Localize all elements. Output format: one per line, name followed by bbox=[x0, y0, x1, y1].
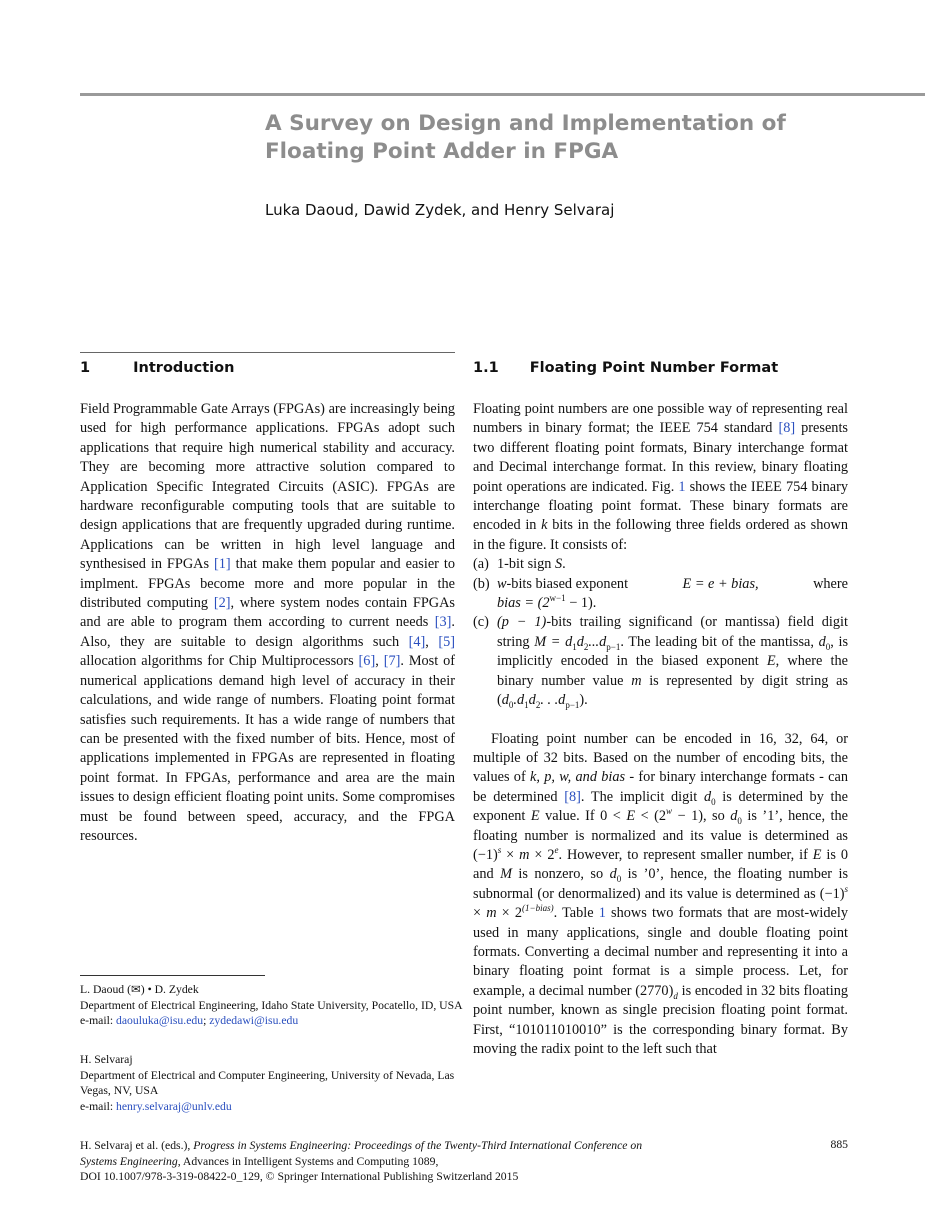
email-link[interactable]: zydedawi@isu.edu bbox=[209, 1014, 299, 1028]
format-paragraph-2: Floating point number can be encoded in 16, 32, 64, or multiple of 32 bits. Based on the number of encoding bits, the values of k, p, w, and bias - for binary interchange formats - can be determined [8]. The implicit digit $d_0$ is determined by the exponent E value. If $0 < E < (2^w - 1)$, so $d_0$ is ’1’, hence, the floating number is normalized and its value is determined as $(-1)^s \times m \times 2^e$. However, to represent smaller number, if E is 0 and M is nonzero, so $d_0$ is ’0’, hence, the floating number is subnormal (or denormalized) and its value is determined as $(-1)^s \times m \times 2^{(1-bias)}$. Table 1 shows two formats that are most-widely used in many applications, single and double floating point formats. Converting a decimal number and representing it into a binary floating point format is a simple process. Let, for example, a decimal number $(2770)_d$ is encoded in 32 bits floating point number, known as single precision floating point format. First, “101011010010” is the corresponding binary format. By moving the radix point to the left such that bbox=[473, 730, 849, 1057]
format-body bbox=[473, 400, 848, 1059]
section-number: 1 bbox=[80, 360, 91, 376]
citation-link[interactable]: [8] bbox=[778, 420, 796, 437]
section-title: Introduction bbox=[133, 360, 235, 376]
citation-link[interactable]: [2] bbox=[213, 595, 231, 612]
email-link[interactable]: henry.selvaraj@unlv.edu bbox=[116, 1099, 232, 1113]
footnote-author-2: H. Selvaraj Department of Electrical and Computer Engineering, University of Nevada, Las Vegas, NV, USA e-mail: henry.selvaraj@unlv.edu bbox=[80, 1053, 455, 1113]
citation-link[interactable]: [4] bbox=[408, 633, 426, 650]
format-paragraph-1: Floating point numbers are one possible way of representing real numbers in binary format; the IEEE 754 standard [8] presents two different floating point formats, Binary interchange format and Decimal interchange format. In this review, binary floating point operations are indicated. Fig. 1 shows the IEEE 754 binary interchange floating point format. These binary formats are encoded in k bits in the following three fields ordered as shown in the figure. It consists of: bbox=[473, 401, 848, 553]
introduction-body bbox=[80, 400, 455, 846]
citation-link[interactable]: [6] bbox=[358, 653, 376, 670]
page-footer: H. Selvaraj et al. (eds.), Progress in Systems Engineering: Proceedings of the Twenty-Third International Conference on Systems Engineering, Advances in Intelligent Systems and Computing 1089, DOI 10.1007/978-3-319-08422-0_129, © Springer International Publishing Switzerland 2015 bbox=[80, 1139, 643, 1184]
list-item-a: (a) 1-bit sign S. bbox=[473, 556, 566, 573]
section-rule bbox=[80, 352, 455, 353]
list-item-b: (b) w-bits biased exponent E = e + bias, where bias = $(2^{w-1} - 1)$. bbox=[473, 575, 848, 612]
subsection-number: 1.1 bbox=[473, 360, 499, 376]
introduction-paragraph: Field Programmable Gate Arrays (FPGAs) are increasingly being used for high performance applications. FPGAs adopt such applications that require high numerical stability and accuracy. They are becoming more attractive solution compared to Application Specific Integrated Circuits (ASIC). FPGAs are hardware reconfigurable computing tools that are suitable to design applications that are frequently upgraded during runtime. Applications can be written in high level language and synthesised in FPGAs [1] that make them popular and easier to implment. FPGAs become more and more popular in the distributed computing [2], where system nodes contain FPGAs and are able to program them according to current needs [3]. Also, they are suitable to design algorithms such [4], [5] allocation algorithms for Chip Multiprocessors [6], [7]. Most of numerical applications demand high level of accuracy in their calculations, and wide range of numbers. Floating point format satisfies such requirements. It has a wide range of numbers that can be presented with the fixed number of bits. Hence, most of applications implemented in FPGAs are represented in floating point format. In FPGAs, performance and area are the main issues to design efficient floating point units. Some compromises must be found between speed, accuracy, and the FPGA resources. bbox=[80, 401, 456, 844]
citation-link[interactable]: [8] bbox=[564, 788, 581, 805]
table-link[interactable]: 1 bbox=[598, 905, 606, 922]
subsection-title: Floating Point Number Format bbox=[529, 360, 779, 376]
section-heading-introduction bbox=[80, 360, 234, 376]
email-link[interactable]: daouluka@isu.edu bbox=[116, 1014, 204, 1028]
top-rule bbox=[80, 93, 925, 96]
citation-link[interactable]: [5] bbox=[438, 633, 455, 650]
footnote-author-1: L. Daoud (✉) • D. Zydek Department of Electrical Engineering, Idaho State University, Pocatello, ID, USA e-mail: daouluka@isu.edu; zydedawi@isu.edu bbox=[80, 983, 463, 1028]
citation-link[interactable]: [1] bbox=[213, 556, 231, 573]
citation-link[interactable]: [7] bbox=[383, 653, 401, 670]
paper-title: A Survey on Design and Implementation of Floating Point Adder in FPGA bbox=[265, 111, 786, 164]
footnote-rule bbox=[80, 975, 265, 976]
authors: Luka Daoud, Dawid Zydek, and Henry Selvaraj bbox=[265, 201, 615, 219]
figure-link[interactable]: 1 bbox=[678, 478, 686, 495]
subsection-heading-format bbox=[473, 360, 778, 376]
list-item-c: (c) (p − 1)-bits trailing significand (or mantissa) field digit string $M = d_1d_2...d_{p-1}$. The leading bit of the mantissa, $d_0$, is implicitly encoded in the biased exponent E, where the binary number value m is represented by digit string as ($d_0.d_1d_2$. . $.d_{p-1}$). bbox=[473, 614, 849, 710]
citation-link[interactable]: [3] bbox=[434, 614, 452, 631]
page-number: 885 bbox=[830, 1138, 848, 1151]
